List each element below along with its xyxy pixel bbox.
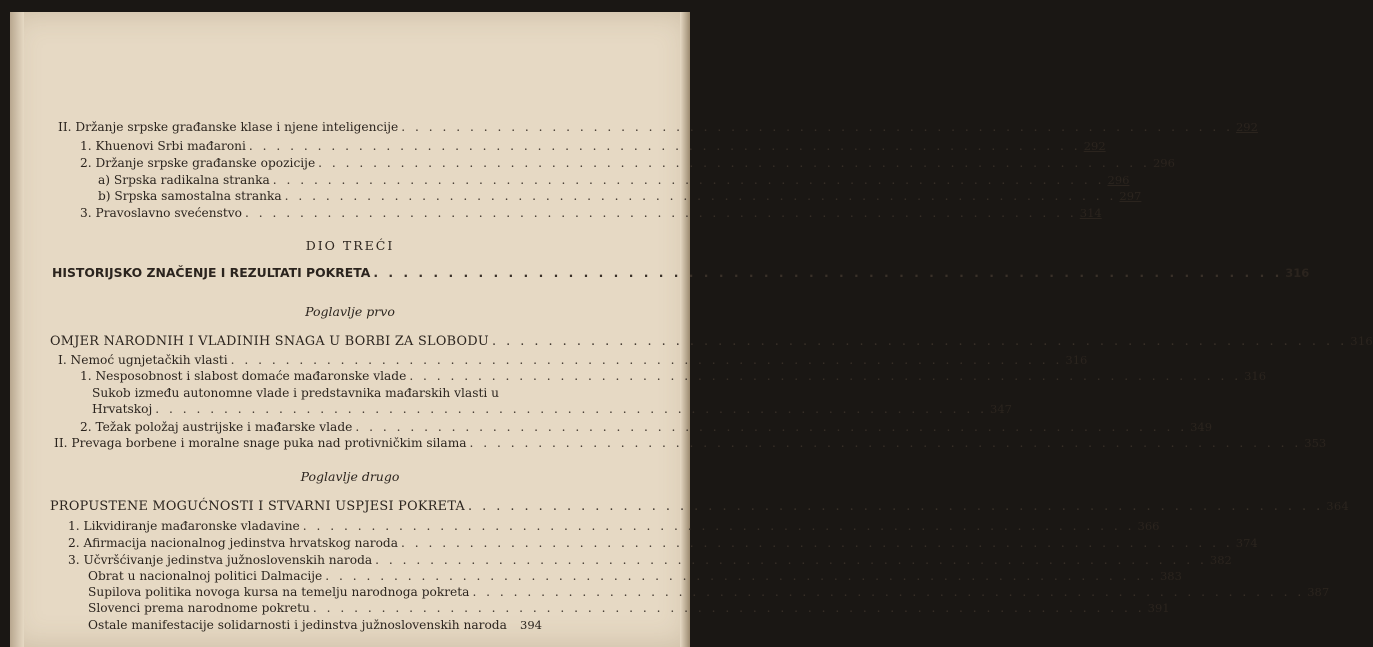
toc-entry-label: Supilova politika novoga kursa na temelju narodnoga pokreta (88, 585, 470, 599)
dot-leader: . . . . . . . . . . . . . . . . . . . . . . . . . . . . . . . . . . . . . . . . . . . . . . . . . . . . . . . . . . . . . (284, 189, 1117, 203)
toc-entry (80, 369, 1267, 383)
toc-entry-label: a) Srpska radikalna stranka (98, 173, 270, 187)
chapter-heading: Poglavlje drugo (300, 469, 400, 484)
toc-entry-label: 2. Držanje srpske građanske opozicije (80, 156, 316, 170)
toc-entry (68, 536, 1258, 550)
toc-chapter-entry (50, 334, 1373, 349)
toc-entry (88, 618, 542, 632)
toc-entry-label: Slovenci prema narodnome pokretu (88, 601, 310, 615)
toc-entry-label: Obrat u nacionalnoj politici Dalmacije (88, 569, 323, 583)
toc-entry (98, 189, 1142, 203)
toc-entry-page: 296 (1152, 156, 1175, 170)
dot-leader: . . . . . . . . . . . . . . . . . . . . . . . . . . . . . . . . . . . . . . . . . . . . . . . . . . . . . . . . . . . . . (409, 369, 1242, 383)
toc-entry (98, 173, 1130, 187)
dot-leader: . . . . . . . . . . . . . . . . . . . . . . . . . . . . . . . . . . . . . . . . . . . . . . . . . . . . . . . . . . . . . (472, 585, 1305, 599)
toc-entry-page: 316 (1285, 266, 1310, 280)
book-page (10, 12, 1373, 647)
toc-entry-page: 382 (1209, 553, 1232, 567)
dot-leader: . . . . . . . . . . . . . . . . . . . . . . . . . . . . . . . . . . . . . . . . . . . . . . . . . . . . . . . . . . . . . (401, 120, 1233, 134)
page-gutter-shadow (10, 12, 24, 647)
toc-entry-label: I. Nemoć ugnjetačkih vlasti (58, 353, 228, 367)
toc-entry (58, 353, 1088, 367)
toc-entry (68, 553, 1232, 567)
dot-leader: . . . . . . . . . . . . . . . . . . . . . . . . . . . . . . . . . . . . . . . . . . . . . . . . . . . . . . . . . . . . . (312, 601, 1145, 615)
toc-entry-label: 2. Afirmacija nacionalnog jedinstva hrvatskog naroda (68, 536, 399, 550)
toc-entry-label: OMJER NARODNIH I VLADINIH SNAGA U BORBI ZA SLOBODU (50, 334, 489, 349)
toc-entry-page: 297 (1119, 189, 1142, 203)
toc-entry-label: II. Prevaga borbene i moralne snage puka nad protivničkim silama (54, 436, 467, 450)
toc-entry-label: 1. Khuenovi Srbi mađaroni (80, 139, 246, 153)
toc-entry-label: Ostale manifestacije solidarnosti i jedinstva južnoslovenskih naroda (88, 618, 507, 632)
toc-entry-label: 3. Učvršćivanje jedinstva južnoslovenskih naroda (68, 553, 373, 567)
toc-entry (80, 420, 1213, 434)
toc-entry-page: 292 (1235, 120, 1258, 134)
toc-entry-label: II. Držanje srpske građanske klase i njene inteligencije (58, 120, 399, 134)
toc-entry-page: 347 (990, 402, 1012, 416)
toc-entry (88, 569, 1182, 583)
toc-entry-page: 314 (1079, 206, 1102, 220)
toc-entry-label: 2. Težak položaj austrijske i mađarske vlade (80, 420, 353, 434)
toc-entry-label: 1. Nesposobnost i slabost domaće mađaronske vlade (80, 369, 407, 383)
toc-entry-page: 366 (1137, 519, 1160, 533)
toc-entry-page: 316 (1350, 334, 1373, 348)
chapter-heading: Poglavlje prvo (305, 304, 395, 319)
toc-entry (80, 139, 1106, 153)
toc-entry-label: 3. Pravoslavno svećenstvo (80, 206, 242, 220)
toc-entry-label: Hrvatskoj (92, 402, 153, 416)
toc-entry (58, 120, 1258, 134)
dot-leader: . . . . . . . . . . . . . . . . . . . . . . . . . . . . . . . . . . . . . . . . . . . . . . . . . . . . . . . . . . . . . (318, 156, 1150, 170)
toc-entry (88, 601, 1170, 615)
dot-leader: . . . . . . . . . . . . . . . . . . . . . . . . . . . . . . . . . . . . . . . . . . . . . . . . . . . . . . . . . . . . . (492, 334, 1348, 349)
dot-leader (510, 618, 511, 632)
toc-entry (92, 386, 542, 400)
dot-leader: . . . . . . . . . . . . . . . . . . . . . . . . . . . . . . . . . . . . . . . . . . . . . . . . . . . . . . . . . . . . . (155, 402, 988, 416)
toc-entry-continuation (92, 402, 1012, 416)
toc-entry-label: HISTORIJSKO ZNAČENJE I REZULTATI POKRETA (52, 265, 371, 280)
toc-entry-page: 387 (1307, 585, 1330, 599)
dot-leader: . . . . . . . . . . . . . . . . . . . . . . . . . . . . . . . . . . . . . . . . . . . . . . . . . . . . . . . . . . . . . (469, 436, 1302, 450)
toc-entry (88, 585, 1330, 599)
dot-leader: . . . . . . . . . . . . . . . . . . . . . . . . . . . . . . . . . . . . . . . . . . . . . . . . . . . . . . . . . . . . . (230, 353, 1063, 367)
toc-entry-page: 364 (1326, 499, 1350, 513)
toc-entry-page: 391 (1147, 601, 1170, 615)
page-edge-shadow (680, 12, 690, 647)
toc-entry (80, 156, 1175, 170)
toc-chapter-entry (50, 499, 1350, 514)
toc-entry-label: b) Srpska samostalna stranka (98, 189, 282, 203)
toc-entry-page: 296 (1107, 173, 1130, 187)
toc-entry (68, 519, 1160, 533)
dot-leader: . . . . . . . . . . . . . . . . . . . . . . . . . . . . . . . . . . . . . . . . . . . . . . . . . . . . . . . . . . . . . (375, 553, 1207, 567)
toc-entry-page: 394 (520, 618, 542, 632)
toc-entry-page: 316 (1244, 369, 1267, 383)
dot-leader: . . . . . . . . . . . . . . . . . . . . . . . . . . . . . . . . . . . . . . . . . . . . . . . . . . . . . . . . . . . . . (355, 420, 1188, 434)
toc-entry-page: 374 (1235, 536, 1258, 550)
toc-entry (80, 206, 1102, 220)
toc-entry-label: 1. Likvidiranje mađaronske vladavine (68, 519, 300, 533)
toc-entry-page: 353 (1304, 436, 1327, 450)
dot-leader: . . . . . . . . . . . . . . . . . . . . . . . . . . . . . . . . . . . . . . . . . . . . . . . . . . . . . . . . . . . . . (248, 139, 1081, 153)
dot-leader: . . . . . . . . . . . . . . . . . . . . . . . . . . . . . . . . . . . . . . . . . . . . . . . . . . . . . . . . . . . . . (325, 569, 1157, 583)
toc-entry (54, 436, 1327, 450)
dot-leader: . . . . . . . . . . . . . . . . . . . . . . . . . . . . . . . . . . . . . . . . . . . . . . . . . . . . . . . . . . . . . (245, 206, 1077, 220)
toc-entry-label: Sukob između autonomne vlade i predstavnika mađarskih vlasti u (92, 386, 499, 400)
dot-leader: . . . . . . . . . . . . . . . . . . . . . . . . . . . . . . . . . . . . . . . . . . . . . . . . . . . . . . . . . . . . . (302, 519, 1135, 533)
toc-entry-label: PROPUSTENE MOGUĆNOSTI I STVARNI USPJESI POKRETA (50, 499, 465, 514)
toc-entry-page: 349 (1190, 420, 1213, 434)
toc-entry-page: 316 (1065, 353, 1088, 367)
toc-entry-page: 292 (1083, 139, 1106, 153)
part-heading: DIO TREĆI (305, 238, 395, 253)
dot-leader: . . . . . . . . . . . . . . . . . . . . . . . . . . . . . . . . . . . . . . . . . . . . . . . . . . . . . . . . . . . . . (373, 265, 1283, 280)
dot-leader: . . . . . . . . . . . . . . . . . . . . . . . . . . . . . . . . . . . . . . . . . . . . . . . . . . . . . . . . . . . . . (401, 536, 1233, 550)
dot-leader: . . . . . . . . . . . . . . . . . . . . . . . . . . . . . . . . . . . . . . . . . . . . . . . . . . . . . . . . . . . . . (272, 173, 1105, 187)
toc-part-entry (52, 265, 1310, 280)
dot-leader: . . . . . . . . . . . . . . . . . . . . . . . . . . . . . . . . . . . . . . . . . . . . . . . . . . . . . . . . . . . . . (468, 499, 1324, 514)
toc-entry-page: 383 (1159, 569, 1182, 583)
